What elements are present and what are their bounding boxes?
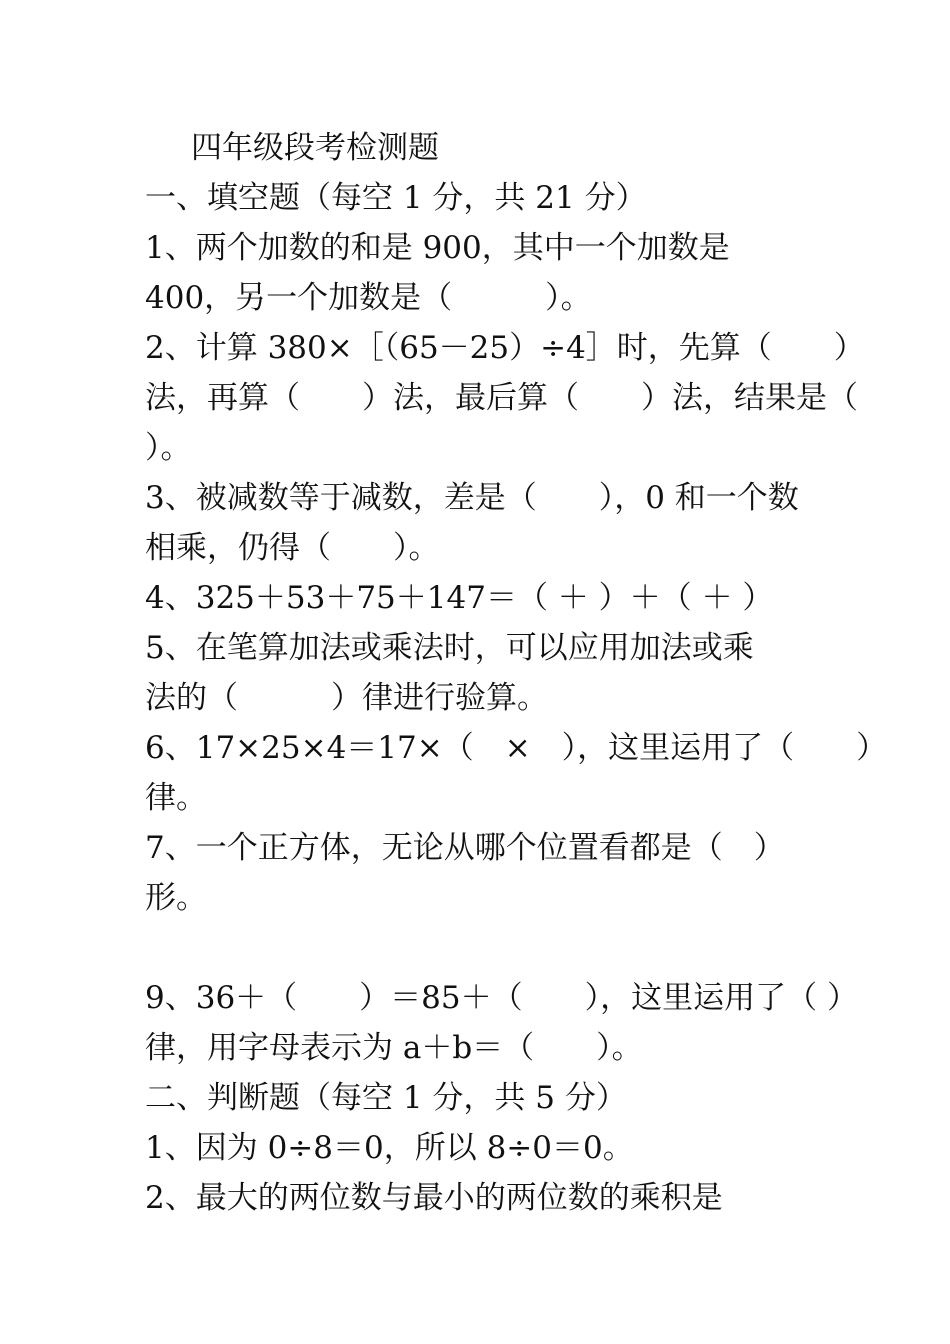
document-body xyxy=(145,123,888,1223)
question-line: 4、325＋53＋75＋147＝（ ＋ ）＋（ ＋ ） xyxy=(145,580,774,616)
question-line: 3、被减数等于减数，差是（ ），0 和一个数 xyxy=(145,480,799,516)
question-line: 1、因为 0÷8＝0，所以 8÷0＝0。 xyxy=(145,1130,634,1166)
question-line: 律。 xyxy=(145,780,207,816)
blank-gap xyxy=(145,923,810,973)
question-line: 法，再算（ ）法，最后算（ ）法，结果是（ xyxy=(145,380,858,416)
question-line: 9、36＋（ ）＝85＋（ ），这里运用了（ ） xyxy=(145,980,858,1016)
section-heading-true-false: 二、判断题（每空 1 分，共 5 分） xyxy=(145,1080,627,1116)
question-line: 2、计算 380×［（65－25）÷4］时，先算（ ） xyxy=(145,330,865,366)
section-heading-fill-in: 一、填空题（每空 1 分，共 21 分） xyxy=(145,180,647,216)
question-line: 形。 xyxy=(145,880,207,916)
question-line: 相乘，仍得（ ）。 xyxy=(145,530,440,566)
question-line: 法的（ ）律进行验算。 xyxy=(145,680,548,716)
question-line: 律，用字母表示为 a＋b＝（ ）。 xyxy=(145,1030,643,1066)
question-line: 2、最大的两位数与最小的两位数的乘积是 xyxy=(145,1180,723,1216)
question-line: 7、一个正方体，无论从哪个位置看都是（ ） xyxy=(145,830,785,866)
question-line: 400，另一个加数是（ ）。 xyxy=(145,280,592,316)
document-title: 四年级段考检测题 xyxy=(191,130,439,166)
question-line: 6、17×25×4＝17×（ × ），这里运用了（ ） xyxy=(145,730,888,766)
question-line: 5、在笔算加法或乘法时，可以应用加法或乘 xyxy=(145,630,754,666)
question-line: 1、两个加数的和是 900，其中一个加数是 xyxy=(145,230,730,266)
question-line: ）。 xyxy=(145,430,192,466)
